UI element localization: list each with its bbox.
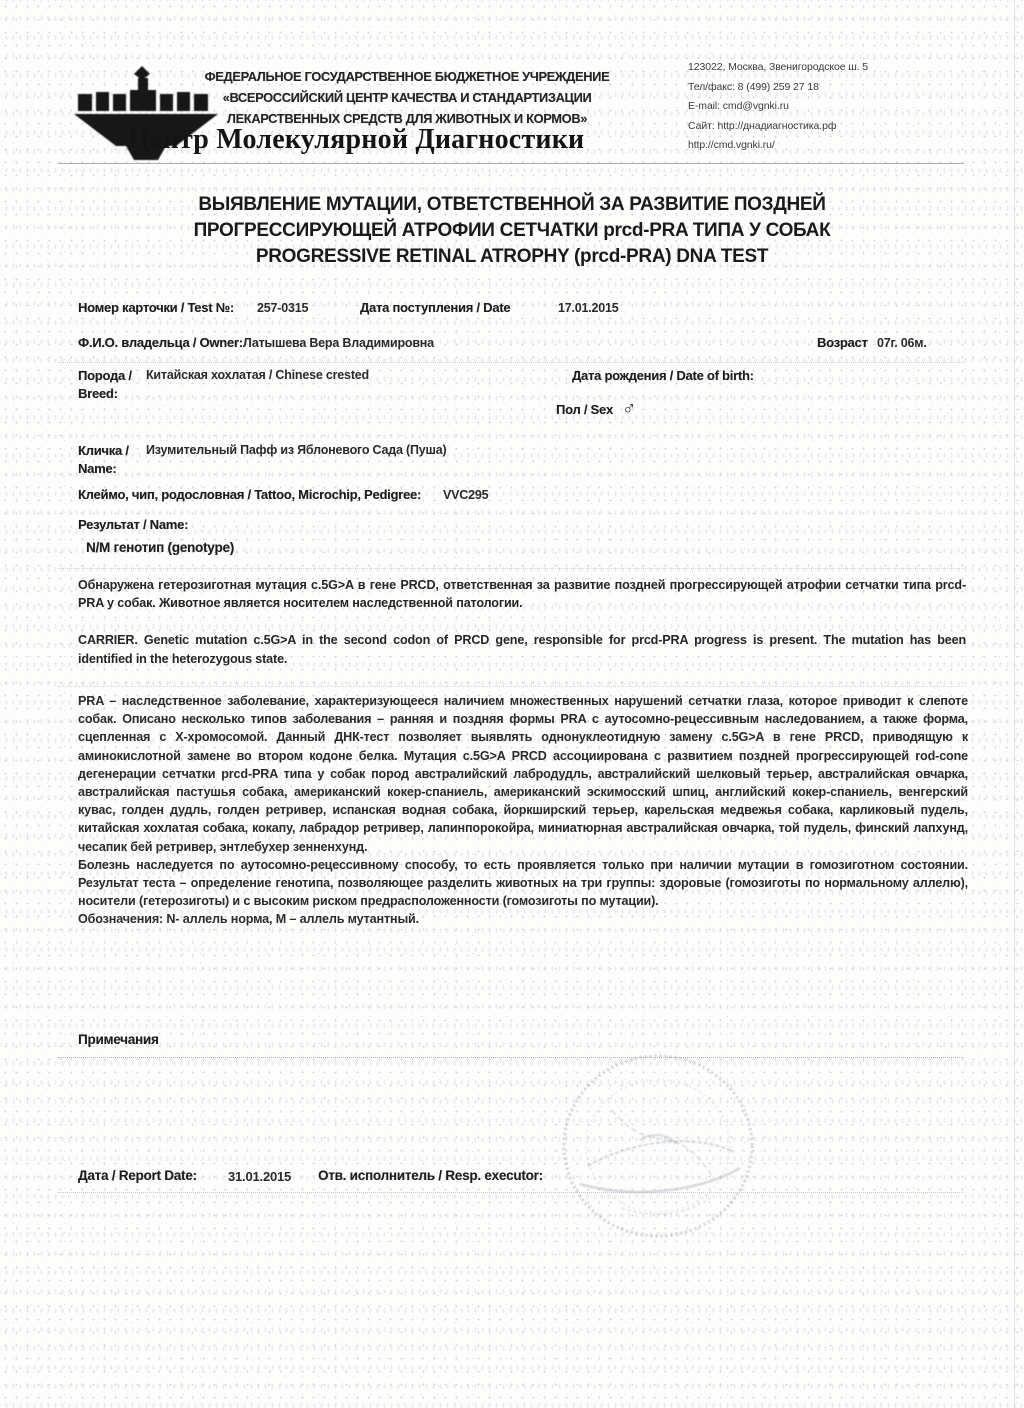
org-name-line: ФЕДЕРАЛЬНОЕ ГОСУДАРСТВЕННОЕ БЮДЖЕТНОЕ УЧРЕЖДЕНИЕ [204, 69, 610, 84]
male-sex-icon: ♂ [622, 398, 637, 419]
section-divider [58, 686, 964, 687]
contact-block [688, 58, 968, 156]
legend-line: Обозначения: N- аллель норма, М – аллель мутантный. [78, 912, 419, 927]
dog-name-label-ru: Кличка / [78, 443, 129, 458]
tattoo-label: Клеймо, чип, родословная / Tattoo, Microchip, Pedigree: [78, 487, 422, 502]
contact-email: E-mail: cmd@vgnki.ru [688, 100, 789, 112]
org-name-block [192, 66, 622, 129]
result-conclusion-block [78, 576, 966, 668]
owner-label: Ф.И.О. владельца / Owner: [78, 335, 243, 350]
result-conclusion-en: CARRIER. Genetic mutation c.5G>A in the second codon of PRCD gene, responsible for prcd-PRA progress is present. The mutation has been identified in the heterozygous state. [78, 633, 966, 666]
dog-name-value: Изумительный Пафф из Яблоневого Сада (Пуша) [146, 443, 447, 457]
age-label: Возраст [817, 335, 868, 350]
org-name-line: ЛЕКАРСТВЕННЫХ СРЕДСТВ ДЛЯ ЖИВОТНЫХ И КОРМОВ» [226, 111, 588, 126]
executor-label: Отв. исполнитель / Resp. executor: [318, 1168, 543, 1183]
report-date-value: 31.01.2015 [228, 1169, 292, 1184]
disease-info-paragraph: PRA – наследственное заболевание, характеризующееся наличием множественных нарушений сетчатки глаза, которое приводит к слепоте собак. Описано несколько типов заболевания – ранняя и поздняя формы PRA с аутосомно-рецессивным наследованием, а также форма, сцепленная с Х-хромосомой. Данный ДНК-тест позволяет выявлять однонуклеотидную замену c.5G>A в гене PRCD, приводящую к аминокислотной замене во втором кодоне белка. Мутация c.5G>A PRCD ассоциирована с развитием поздней прогрессирующей rod-cone дегенерации сетчатки prcd-PRA типа у собак пород австралийский лабродудль, австралийский шелковый терьер, австралийская овчарка, австралийская пастушья собака, американский кокер-спаниель, американский эскимосский шпиц, английский кокер-спаниель, венгерский кувас, голден дудль, голден ретривер, испанская водная собака, йоркширский терьер, карельская медвежья собака, карликовый пудель, китайская хохлатая собака, кокапу, лабрадор ретривер, лапинпорокойра, миниатюрная австралийская овчарка, той пудель, финский лапхунд, чесапик бей ретривер, энтлебухер зенненхунд. [78, 694, 968, 854]
center-title: Центр Молекулярной Диагностики [128, 124, 585, 155]
tattoo-value: VVC295 [443, 488, 489, 502]
card-number-value: 257-0315 [257, 301, 309, 315]
contact-site: Сайт: http://днадиагностика.рф [688, 119, 837, 132]
received-date-label: Дата поступления / Date [360, 300, 511, 315]
contact-phone: Тел/факс: 8 (499) 259 27 18 [688, 80, 819, 93]
row-divider [58, 362, 964, 363]
header-divider [58, 163, 964, 164]
report-date-label: Дата / Report Date: [78, 1168, 197, 1183]
card-number-label: Номер карточки / Test №: [78, 300, 234, 315]
breed-value: Китайская хохлатая / Chinese crested [146, 368, 369, 382]
document-title [110, 192, 914, 270]
notes-line [58, 1057, 964, 1058]
sex-label: Пол / Sex [556, 402, 613, 417]
breed-label-en: Breed: [78, 386, 118, 401]
org-name-line: «ВСЕРОССИЙСКИЙ ЦЕНТР КАЧЕСТВА И СТАНДАРТИЗАЦИИ [222, 90, 592, 105]
result-label: Результат / Name: [78, 517, 189, 532]
scan-edge-artifact [1014, 0, 1015, 1408]
section-divider [58, 568, 964, 569]
contact-address: 123022, Москва, Звенигородское ш. 5 [688, 61, 869, 73]
dog-name-label-en: Name: [78, 461, 117, 476]
disease-info-block [78, 692, 968, 929]
received-date-value: 17.01.2015 [558, 301, 619, 315]
document-title-line: ВЫЯВЛЕНИЕ МУТАЦИИ, ОТВЕТСТВЕННОЙ ЗА РАЗВИТИЕ ПОЗДНЕЙ [198, 194, 826, 215]
notes-label: Примечания [78, 1032, 159, 1047]
result-genotype-value: N/M генотип (genotype) [86, 540, 235, 555]
footer-line [58, 1192, 964, 1193]
result-conclusion-ru: Обнаружена гетерозиготная мутация c.5G>A в гене PRCD, ответственная за развитие поздней прогрессирующей атрофии сетчатки типа prcd-PRA у собак. Животное является носителем наследственной патологии. [78, 578, 966, 611]
breed-label-ru: Порода / [78, 368, 132, 383]
contact-site-2: http://cmd.vgnki.ru/ [688, 139, 775, 151]
document-title-line: ПРОГРЕССИРУЮЩЕЙ АТРОФИИ СЕТЧАТКИ prcd-PRA ТИПА У СОБАК [193, 220, 831, 241]
age-value: 07г. 06м. [877, 336, 927, 350]
inheritance-info-paragraph: Болезнь наследуется по аутосомно-рецессивному способу, то есть проявляется только при наличии мутации в гомозиготном состоянии. Результат теста – определение генотипа, позволяющее разделить животных на три группы: здоровые (гомозиготы по нормальному аллелю), носители (гетерозиготы) и с высоким риском предрасположенности (гомозиготы по мутации). [78, 857, 968, 909]
document-title-line: PROGRESSIVE RETINAL ATROPHY (prcd-PRA) DNA TEST [255, 246, 769, 267]
owner-value: Латышева Вера Владимировна [243, 336, 434, 350]
birth-date-label: Дата рождения / Date of birth: [572, 368, 754, 383]
round-stamp [552, 1048, 764, 1250]
